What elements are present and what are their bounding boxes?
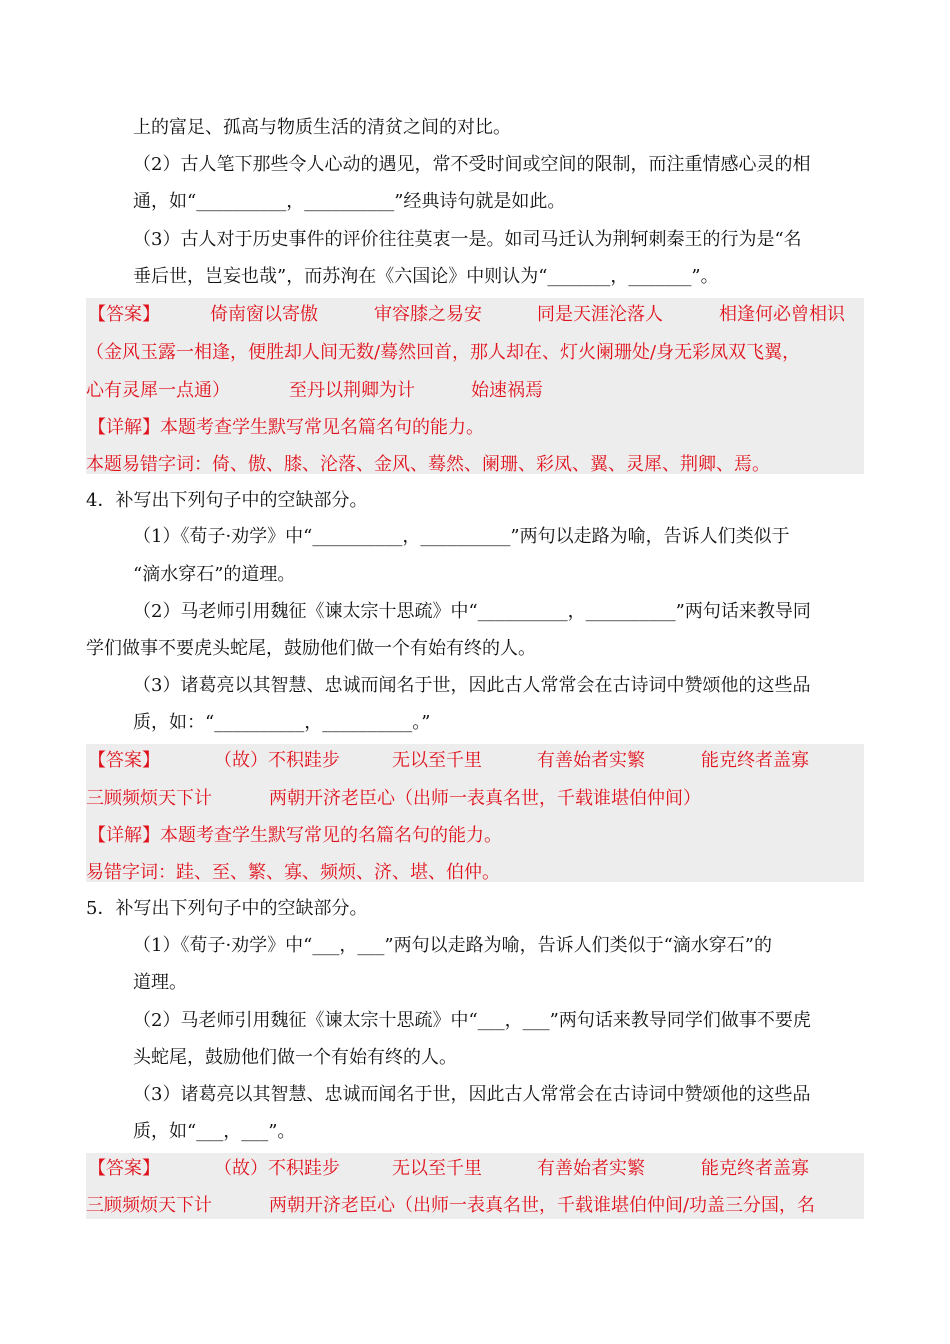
answer-item: 有善始者实繁 bbox=[537, 750, 645, 771]
answer-item: （故）不积跬步 bbox=[214, 1158, 340, 1179]
q5-part3-line1: （3）诸葛亮以其智慧、忠诚而闻名于世，因此古人常常会在古诗词中赞颂他的这些品 bbox=[133, 1084, 811, 1105]
error-words-line: 本题易错字词：倚、傲、膝、沦落、金风、蓦然、阑珊、彩凤、翼、灵犀、荆卿、焉。 bbox=[86, 454, 770, 475]
answer-item: 三顾频烦天下计 bbox=[86, 1195, 212, 1216]
answer-item: 同是天涯沦落人 bbox=[537, 304, 663, 325]
q3-part2-line1: （2）古人笔下那些令人心动的遇见，常不受时间或空间的限制，而注重情感心灵的相 bbox=[133, 154, 811, 175]
q5-part1-line1: （1）《荀子·劝学》中“___，___”两句以走路为喻，告诉人们类似于“滴水穿石”的 bbox=[133, 935, 772, 956]
answer-line2: （金风玉露一相逢，便胜却人间无数/蓦然回首，那人却在、灯火阑珊处/身无彩凤双飞翼， bbox=[86, 342, 801, 363]
answer-item: 有善始者实繁 bbox=[537, 1158, 645, 1179]
q4-part2-line1: （2）马老师引用魏征《谏太宗十思疏》中“__________，__________”两句话来教导同 bbox=[133, 601, 811, 622]
answer-item: 倚南窗以寄傲 bbox=[210, 304, 318, 325]
q3-part3-line1: （3）古人对于历史事件的评价往往莫衷一是。如司马迁认为荆轲刺秦王的行为是“名 bbox=[133, 229, 802, 250]
answer-item: 两朝开济老臣心（出师一表真名世，千载谁堪伯仲间/功盖三分国，名 bbox=[269, 1195, 816, 1216]
answer-item: 至丹以荆卿为计 bbox=[289, 380, 415, 401]
answer-item: 能克终者盖寡 bbox=[701, 750, 809, 771]
answer-item: 始速祸焉 bbox=[471, 380, 543, 401]
q4-part1-line2: “滴水穿石”的道理。 bbox=[133, 564, 296, 585]
answer-item: 无以至千里 bbox=[392, 750, 482, 771]
answer-label: 【答案】 bbox=[88, 1158, 160, 1179]
q5-title: 5．补写出下列句子中的空缺部分。 bbox=[86, 898, 368, 919]
answer-item: 三顾频烦天下计 bbox=[86, 788, 212, 809]
q4-part1-line1: （1）《荀子·劝学》中“__________，__________”两句以走路为喻，告诉人们类似于 bbox=[133, 526, 790, 547]
q3-part3-line2: 垂后世，岂妄也哉”，而苏洵在《六国论》中则认为“_______，_______”。 bbox=[133, 266, 719, 287]
answer-label: 【答案】 bbox=[88, 304, 160, 325]
answer-item: 相逢何必曾相识 bbox=[719, 304, 845, 325]
q5-part3-line2: 质，如“___，___”。 bbox=[133, 1121, 296, 1142]
q5-part2-line1: （2）马老师引用魏征《谏太宗十思疏》中“___，___”两句话来教导同学们做事不要虎 bbox=[133, 1010, 811, 1031]
q4-part3-line1: （3）诸葛亮以其智慧、忠诚而闻名于世，因此古人常常会在古诗词中赞颂他的这些品 bbox=[133, 675, 811, 696]
answer-item: 心有灵犀一点通） bbox=[86, 380, 230, 401]
answer-item: （故）不积跬步 bbox=[214, 750, 340, 771]
error-words-line: 易错字词：跬、至、繁、寡、频烦、济、堪、伯仲。 bbox=[86, 862, 500, 883]
answer-item: 能克终者盖寡 bbox=[701, 1158, 809, 1179]
detail-line: 【详解】本题考查学生默写常见名篇名句的能力。 bbox=[88, 417, 484, 438]
q4-part2-line2: 学们做事不要虎头蛇尾，鼓励他们做一个有始有终的人。 bbox=[86, 638, 536, 659]
q5-part2-line2: 头蛇尾，鼓励他们做一个有始有终的人。 bbox=[133, 1047, 457, 1068]
q3-part2-line2: 通，如“__________，__________”经典诗句就是如此。 bbox=[133, 191, 566, 212]
answer-label: 【答案】 bbox=[88, 750, 160, 771]
q3-intro-continuation: 上的富足、孤高与物质生活的清贫之间的对比。 bbox=[133, 117, 511, 138]
answer-item: 无以至千里 bbox=[392, 1158, 482, 1179]
answer-item: 审容膝之易安 bbox=[374, 304, 482, 325]
answer-item: 两朝开济老臣心（出师一表真名世，千载谁堪伯仲间） bbox=[269, 788, 701, 809]
q4-part3-line2: 质，如：“__________，__________。” bbox=[133, 712, 431, 733]
detail-line: 【详解】本题考查学生默写常见的名篇名句的能力。 bbox=[88, 825, 502, 846]
q4-title: 4．补写出下列句子中的空缺部分。 bbox=[86, 490, 368, 511]
q5-part1-line2: 道理。 bbox=[133, 972, 187, 993]
